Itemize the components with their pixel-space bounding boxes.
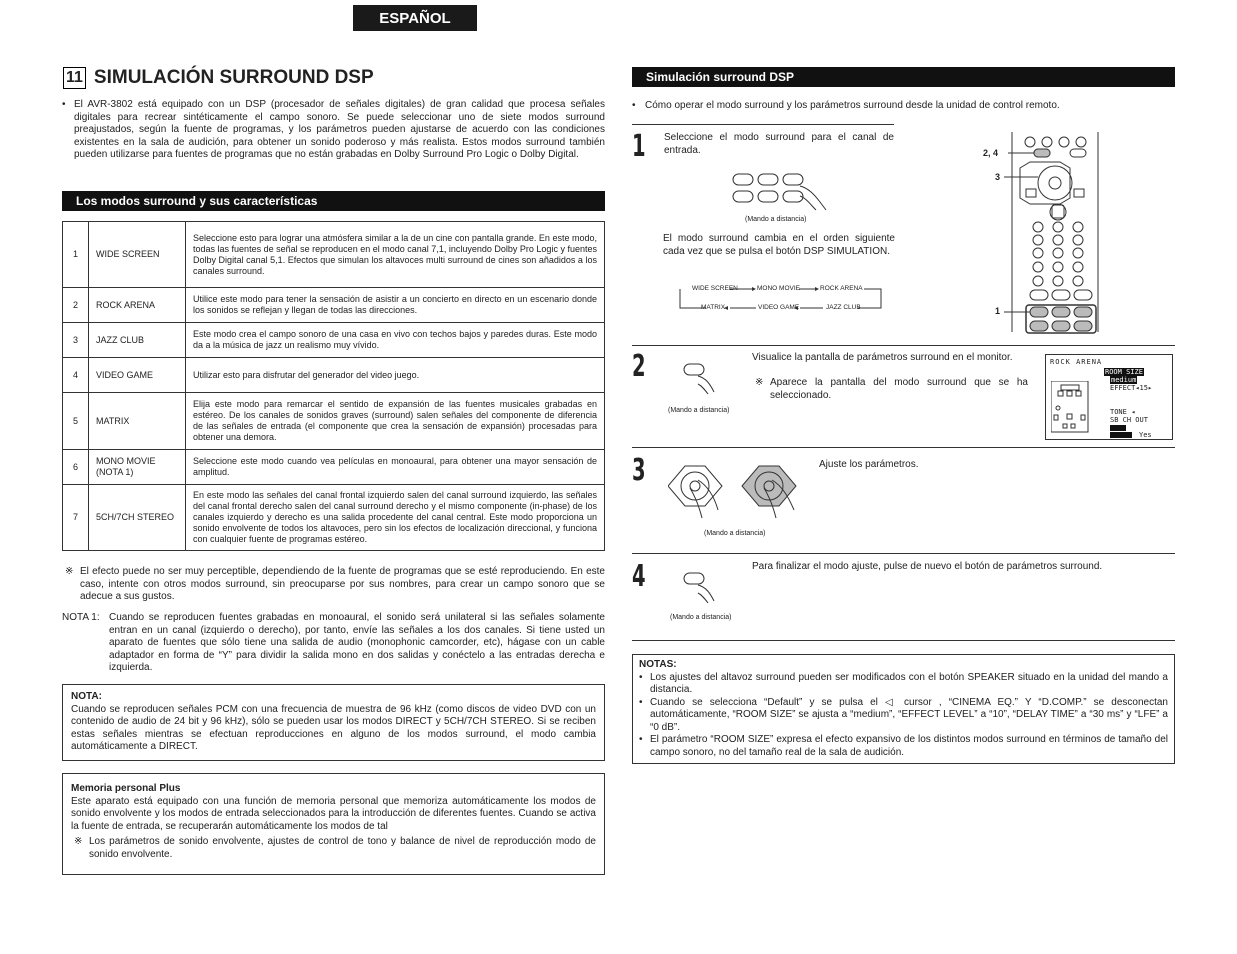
osd-on-indicator <box>1110 425 1126 431</box>
notas-item-2: Cuando se selecciona “Default” y se pulsa el ◁ cursor , “CINEMA EQ.” Y “D.COMP.” se desconectan automáticamente, “ROOM SIZE” se ajusta a “medium”, “EFFECT LEVEL” a “10”, “DELAY TIME” a “30 ms” y “LFE” a “0 dB”. <box>650 696 1168 733</box>
notas-item-1: Los ajustes del altavoz surround pueden ser modificados con el botón SPEAKER situado en la unidad del mando a distancia. <box>650 671 1168 695</box>
nota1-text: Cuando se reproducen fuentes grabadas en monoaural, el sonido será unilateral si las señales solamente entran en un canal (izquierdo o derecho), por tanto, envíe las señales a los dos canales. Si tiene usted un aparato de fuentes que sólo tiene una salida de audio (monophonic camcorder, etc), hágase con un cable adaptador en forma de “Y” para dividir la salida mono en dos salidas y conéctelo a las entradas derecha e izquierda. <box>109 612 605 673</box>
effect-note-text: El efecto puede no ser muy perceptible, dependiendo de la fuente de programas que se esté reproduciendo. En este caso, intente con otros modos surround, sin preocuparse por sus nombres, para crear un campo sonoro que se adecue a sus gustos. <box>80 566 605 602</box>
mode-description: Utilizar esto para disfrutar del generador del video juego. <box>186 358 605 393</box>
modes-heading: Los modos surround y sus características <box>62 191 605 211</box>
memoria-box-title: Memoria personal Plus <box>71 783 181 794</box>
nota1 <box>62 612 605 675</box>
step2-number: 2 <box>632 349 646 384</box>
section-title-text: SIMULACIÓN SURROUND DSP <box>93 67 374 88</box>
step4-divider <box>632 553 1175 554</box>
mode-number: 7 <box>63 485 89 551</box>
step3-caption: (Mando a distancia) <box>704 530 766 537</box>
step4-number: 4 <box>632 559 646 594</box>
step3-divider <box>632 447 1175 448</box>
flow-mono-movie: MONO MOVIE <box>757 285 800 292</box>
table-row <box>63 358 605 393</box>
osd-effect: EFFECT◂15▸ <box>1110 384 1153 392</box>
nota-box-text: Cuando se reproducen señales PCM con una frecuencia de muestra de 96 kHz (como discos de video DVD con un contenido de audio de 24 bit y 96 kHz), sólo se pueden usar los modos DIRECT y 5CH/7CH STEREO. Si se reciben estas señales mientras se efectuan reproducciones en alguno de los modos surround, el modo cambia automáticamente a DIRECT. <box>71 703 596 752</box>
surround-param-button-icon <box>682 362 722 396</box>
nota-box <box>62 684 605 761</box>
intro-paragraph: • El AVR-3802 está equipado con un DSP (procesador de señales digitales) de gran calidad que procesa señales digitales para recrear sintéticamente el campo sonoro. Se puede seleccionar uno de siete modos surround preajustados, según la fuente de programas, y los parámetros pueden ajustarse de acuerdo con las condiciones existentes en la sala de audición, para obtener un sonido poderoso y más realista. Estos modos surround también pueden utilizarse para fuentes de programas que no están grabadas en Dolby Surround Pro Logic o Dolby Digital. <box>62 99 605 160</box>
step1-divider <box>632 124 894 125</box>
mode-number: 1 <box>63 222 89 288</box>
flow-wide-screen: WIDE SCREEN <box>692 285 738 292</box>
right-intro-text: Cómo operar el modo surround y los parámetros surround desde la unidad de control remoto. <box>645 100 1060 111</box>
section-number: 11 <box>63 67 86 89</box>
memoria-box: Memoria personal Plus Este aparato está equipado con una función de memoria personal que memoriza automáticamente los modos de sonido envolvente y los modos de entrada seleccionados para la introducción de diferentes fuentes. Cuando se activa la fuente de entrada, se recuperarán automáticamente los modos de tal ※ Los parámetros de sonido envolvente, ajustes de control de tono y balance de nivel de reproducción modo de sonido envolvente. <box>62 773 605 875</box>
notas-item-3: El parámetro “ROOM SIZE” expresa el efecto expansivo de los distintos modos surround en términos de tamaño del campo sonoro, no del tamaño real de la sala de audición. <box>650 734 1168 758</box>
remote-control-illustration <box>990 132 1105 337</box>
mode-number: 4 <box>63 358 89 393</box>
step2-divider <box>632 345 1175 346</box>
step1-number: 1 <box>632 129 646 164</box>
nota1-label: NOTA 1: <box>62 612 100 623</box>
flow-rock-arena: ROCK ARENA <box>820 285 863 292</box>
mode-name: JAZZ CLUB <box>89 323 186 358</box>
cursor-buttons-icon <box>668 458 808 530</box>
dsp-button-group-icon <box>730 170 830 212</box>
flow-video-game: VIDEO GAME <box>758 304 800 311</box>
intro-text: El AVR-3802 está equipado con un DSP (procesador de señales digitales) de gran calidad que procesa señales digitales para recrear sintéticamente el campo sonoro. Se puede seleccionar uno de siete modos surround preajustados, según la fuente de programas, y los parámetros pueden ajustarse de acuerdo con las condiciones existentes en la sala de audición, para obtener un sonido poderoso y más realista. Estos modos surround también pueden utilizarse para fuentes de programas que no están grabadas en Dolby Surround Pro Logic o Dolby Digital. <box>74 99 605 160</box>
table-row <box>63 450 605 485</box>
mode-description: Seleccione esto para lograr una atmósfera similar a la de un cine con pantalla grande. En este modo, todas las fuentes de señal se reproducen en el modo canal 7,1, incluyendo Dolby Pro Logic y fuentes Dolby Digital canal 5,1. Efectos que simulan los altavoces multi surround de cines son añadidos a los canales surround. <box>186 222 605 288</box>
memoria-box-text: Este aparato está equipado con una función de memoria personal que memoriza automáticamente los modos de sonido envolvente y los modos de entrada seleccionados para la introducción de diferentes fuentes. Cuando se activa la fuente de entrada, se recuperarán automáticamente los modos de tal <box>71 795 596 832</box>
step3-number: 3 <box>632 453 646 488</box>
remote-label-2-4: 2, 4 <box>983 148 999 158</box>
osd-exit-indicator <box>1110 432 1132 438</box>
effect-note: ※ El efecto puede no ser muy perceptible, dependiendo de la fuente de programas que se esté reproduciendo. En este caso, intente con otros modos surround, sin preocuparse por sus nombres, para crear un campo sonoro que se adecue a sus gustos. <box>65 566 605 602</box>
notas-title: NOTAS: <box>639 659 677 670</box>
mode-description: Seleccione este modo cuando vea películas en monoaural, para obtener una mayor sensación de amplitud. <box>186 450 605 485</box>
step1-caption: (Mando a distancia) <box>745 216 807 223</box>
step4-text: Para finalizar el modo ajuste, pulse de nuevo el botón de parámetros surround. <box>752 561 1103 572</box>
mode-number: 5 <box>63 393 89 450</box>
osd-yes: Yes <box>1139 431 1152 439</box>
osd-room-size: ROOM SIZE <box>1105 368 1143 376</box>
mode-number: 6 <box>63 450 89 485</box>
section-title <box>63 66 374 90</box>
mode-description: En este modo las señales del canal frontal izquierdo salen del canal surround izquierdo, las señales del canal frontal derecho salen del canal surround derecho y el mismo componente (in-phase) de los canales izquierdo y derecho es una salida procedente del canal central. Este modo proporciona un sonido envolvente de todos los altavoces, pero sin los efectos de localización direccional, y funciona con cualquier fuente de programas estéreo. <box>186 485 605 551</box>
step2-text: Visualice la pantalla de parámetros surround en el monitor. <box>752 352 1013 363</box>
step1-text: Seleccione el modo surround para el canal de entrada. <box>664 132 894 156</box>
osd-medium: medium <box>1111 376 1137 384</box>
mode-number: 3 <box>63 323 89 358</box>
right-intro: • Cómo operar el modo surround y los parámetros surround desde la unidad de control remoto. <box>632 100 1060 111</box>
osd-tone: TONE ◂ <box>1110 408 1136 416</box>
mode-number: 2 <box>63 288 89 323</box>
surround-param-button-icon-2 <box>682 571 722 605</box>
table-row <box>63 222 605 288</box>
nota-box-title: NOTA: <box>71 691 102 702</box>
notas-divider <box>632 640 1175 641</box>
table-row <box>63 288 605 323</box>
modes-table <box>62 221 605 551</box>
mode-name: ROCK ARENA <box>89 288 186 323</box>
step2-caption: (Mando a distancia) <box>668 407 730 414</box>
osd-mode: ROCK ARENA <box>1050 358 1103 366</box>
mode-name: VIDEO GAME <box>89 358 186 393</box>
osd-screen <box>1045 354 1173 440</box>
flow-matrix: MATRIX <box>701 304 726 311</box>
language-tab: ESPAÑOL <box>353 5 477 31</box>
mode-name: 5CH/7CH STEREO <box>89 485 186 551</box>
step1-text2: El modo surround cambia en el orden siguiente cada vez que se pulsa el botón DSP SIMULATION. <box>663 233 895 257</box>
mode-name: MONO MOVIE (NOTA 1) <box>89 450 186 485</box>
remote-label-3: 3 <box>995 172 1001 182</box>
mode-description: Elija este modo para remarcar el sentido de expansión de las fuentes musicales grabadas en estéreo. De los canales de sonidos graves (surround) salen señales del componente de diferencia de las señales de entrada (el componente que crea la sensación de expansión) procesadas para obtener una demora. <box>186 393 605 450</box>
step2-note: ※ Aparece la pantalla del modo surround que se ha seleccionado. <box>755 377 1028 401</box>
speaker-layout-icon <box>1051 381 1089 433</box>
notas-box: NOTAS: • Los ajustes del altavoz surround pueden ser modificados con el botón SPEAKER situado en la unidad del mando a distancia. • Cuando se selecciona “Default” y se pulsa el ◁ cursor , “CINEMA EQ.” Y “D.COMP.” se desconectan automáticamente, “ROOM SIZE” se ajusta a “medium”, “EFFECT LEVEL” a “10”, “DELAY TIME” a “30 ms” y “LFE” a “0 dB”. • El parámetro “ROOM SIZE” expresa el efecto expansivo de los distintos modos surround en términos de tamaño del campo sonoro, no del tamaño real de la sala de audición. <box>632 654 1175 764</box>
table-row <box>63 393 605 450</box>
step4-caption: (Mando a distancia) <box>670 614 732 621</box>
mode-name: WIDE SCREEN <box>89 222 186 288</box>
step2-note-text: Aparece la pantalla del modo surround que se ha seleccionado. <box>770 377 1028 401</box>
flow-jazz-club: JAZZ CLUB <box>826 304 861 311</box>
table-row <box>63 323 605 358</box>
mode-name: MATRIX <box>89 393 186 450</box>
mode-description: Este modo crea el campo sonoro de una casa en vivo con techos bajos y paredes duras. Este modo da a la música de jazz un realismo muy vívido. <box>186 323 605 358</box>
step3-text: Ajuste los parámetros. <box>819 459 919 470</box>
table-row <box>63 485 605 551</box>
right-heading: Simulación surround DSP <box>632 67 1175 87</box>
remote-label-1: 1 <box>995 306 1001 316</box>
osd-sb-ch-out: SB CH OUT <box>1110 416 1148 424</box>
mode-flow-diagram <box>678 282 883 316</box>
mode-description: Utilice este modo para tener la sensación de asistir a un concierto en directo en un escenario donde los sonidos se reflejan y llegan de todas las direcciones. <box>186 288 605 323</box>
memoria-box-note: Los parámetros de sonido envolvente, ajustes de control de tono y balance de nivel de reproducción modo de sonido envolvente. <box>89 836 596 860</box>
